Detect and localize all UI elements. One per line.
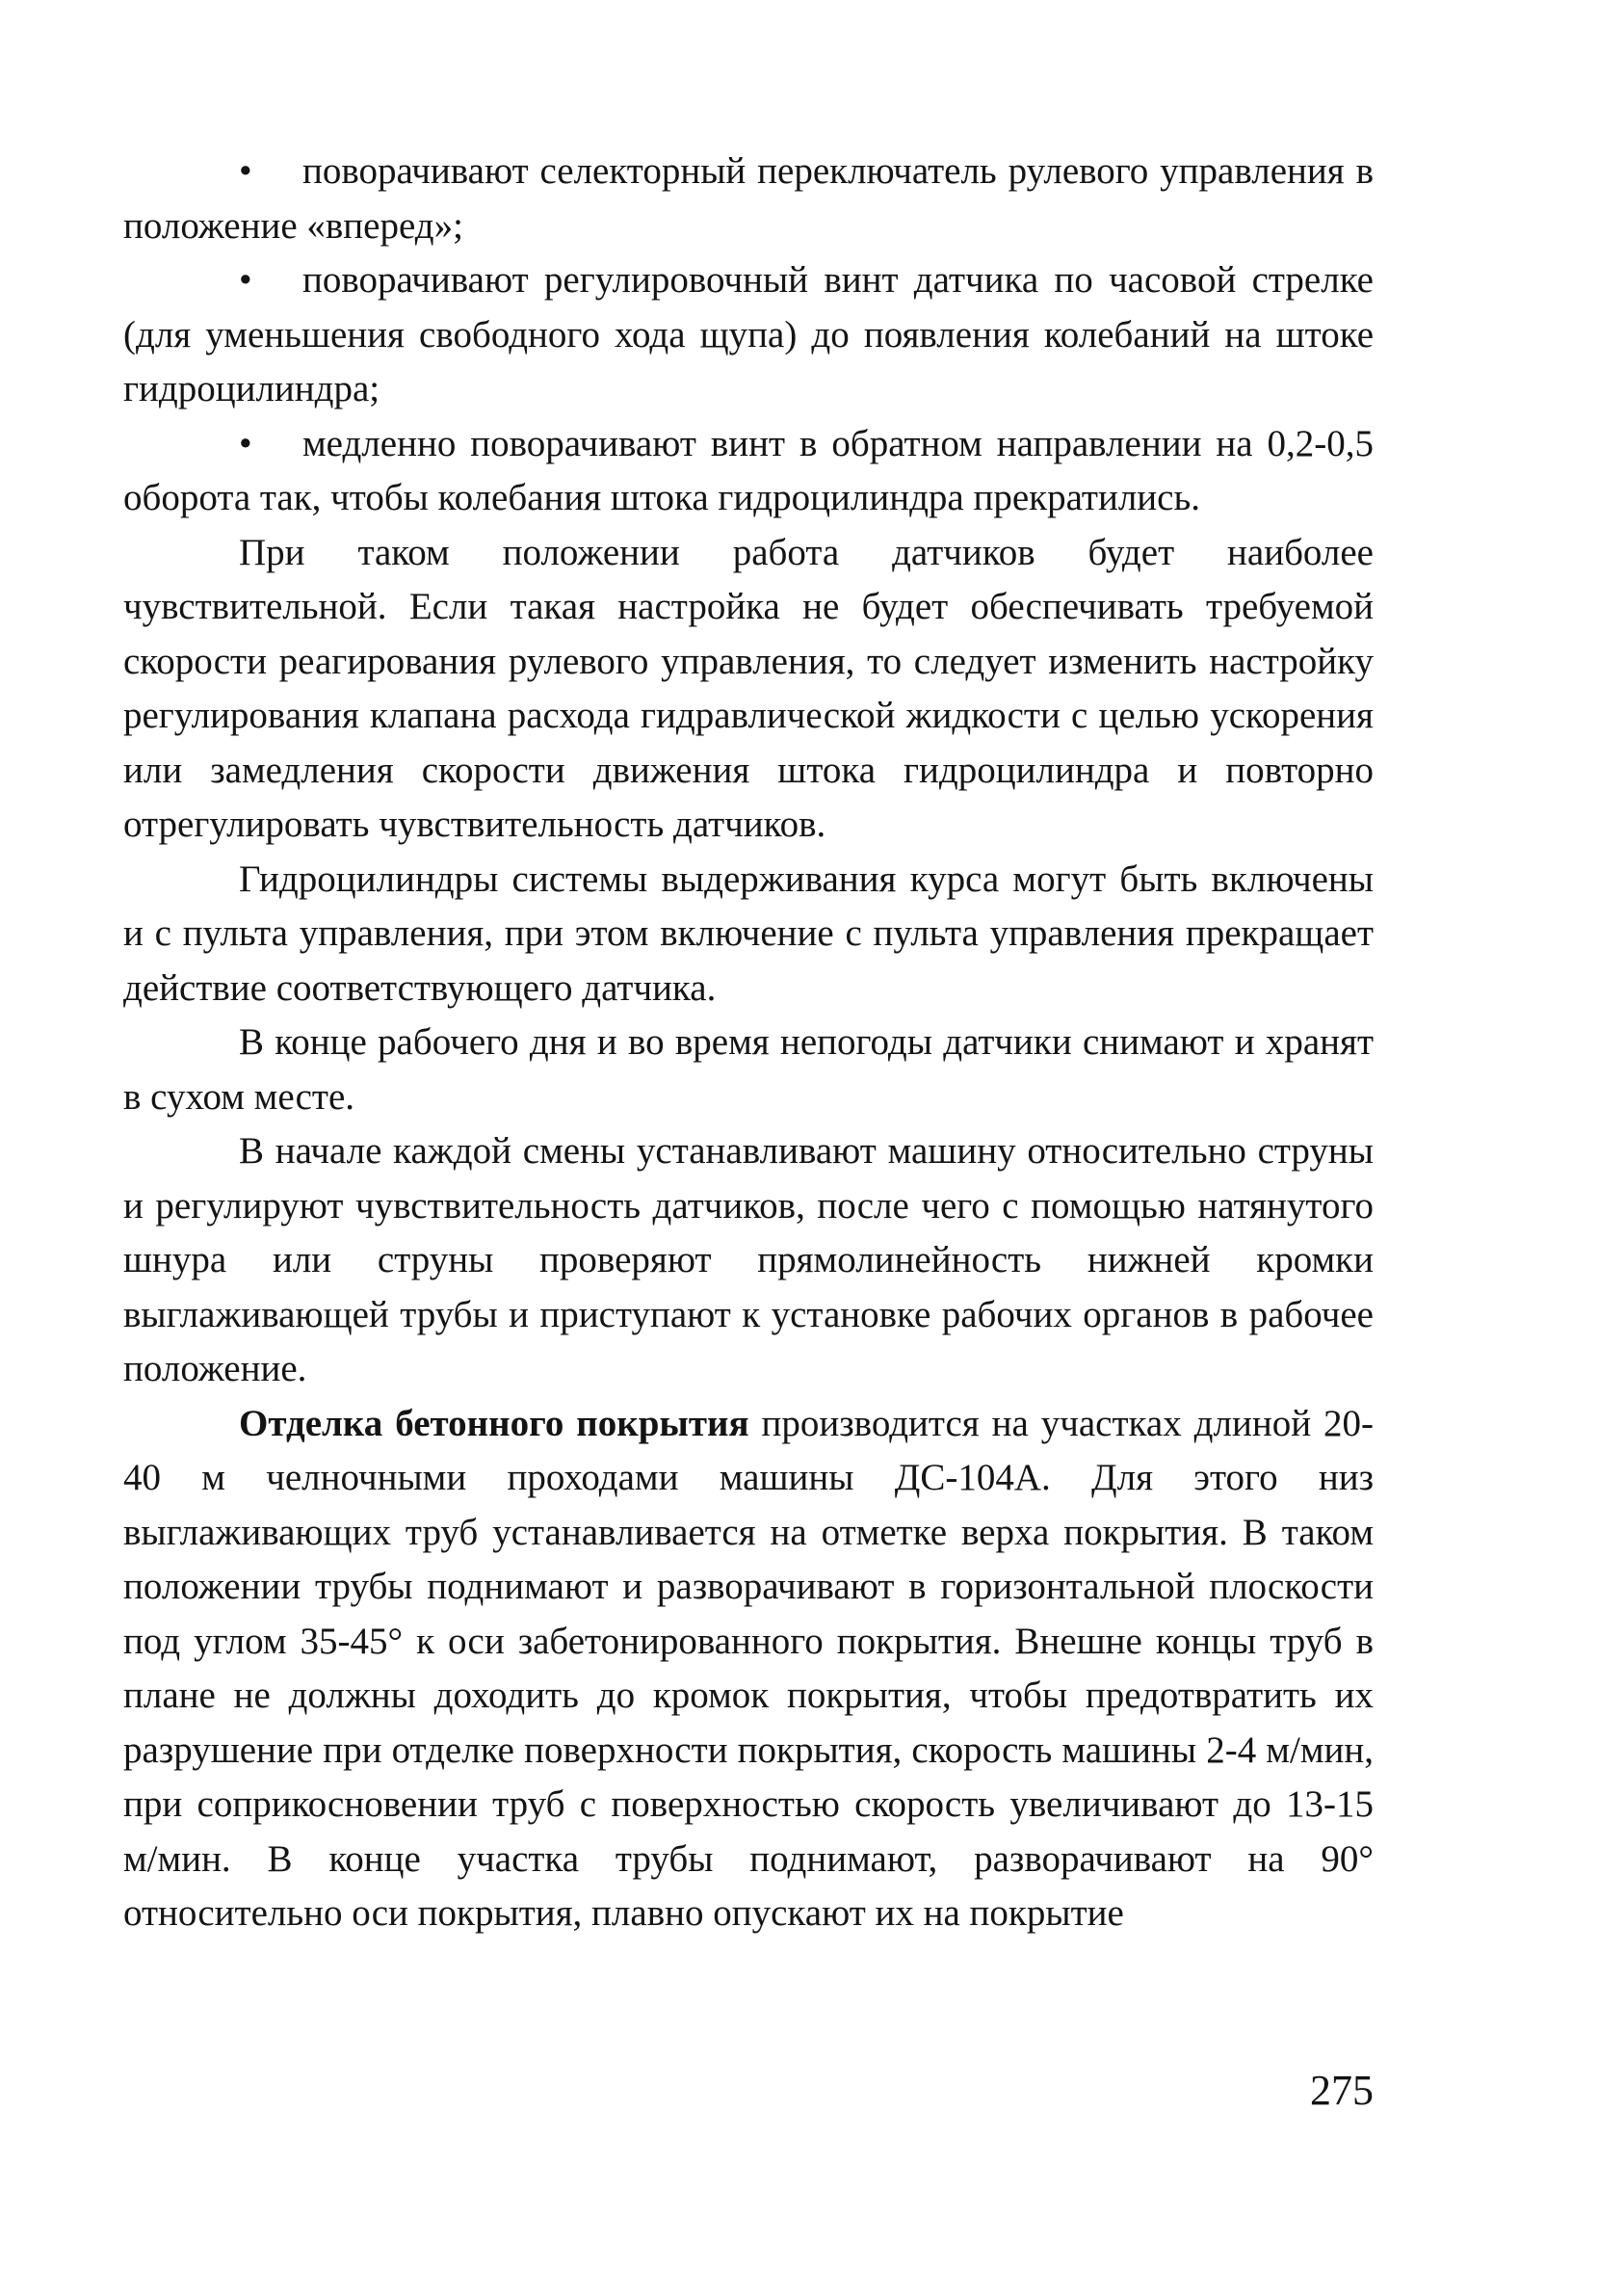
page-body	[123, 145, 1374, 1941]
bullet-text: поворачивают селекторный переключатель рулевого управления в положение «вперед»;	[123, 150, 1374, 247]
paragraph-concrete-finishing	[123, 1397, 1374, 1941]
bullet-marker: •	[239, 150, 252, 192]
bullet-marker: •	[239, 259, 252, 301]
bullet-text: медленно поворачивают винт в обратном направлении на 0,2-0,5 оборота так, чтобы колебания штока гидроцилиндра прекратились.	[123, 422, 1374, 518]
bullet-text: поворачивают регулировочный винт датчика по часовой стрелке (для уменьшения свободного хода щупа) до появления колебаний на штоке гидроцилиндра;	[123, 259, 1374, 409]
finishing-text: производится на участках длиной 20-40 м челночными проходами машины ДС-104А. Для этого низ выглаживающих труб устанавливается на отметке верха покрытия. В таком положении трубы поднимают и разворачивают в горизонтальной плоскости под углом 35-45° к оси забетонированного покрытия. Внешне концы труб в плане не должны доходить до кромок покрытия, чтобы предотвратить их разрушение при отделке поверхности покрытия, скорость машины 2-4 м/мин, при соприкосновении труб с поверхностью скорость увеличивают до 13-15 м/мин. В конце участка трубы поднимают, разворачивают на 90° относительно оси покрытия, плавно опускают их на покрытие	[123, 1402, 1374, 1934]
paragraph-shift-start: В начале каждой смены устанавливают машину относительно струны и регулируют чувствительность датчиков, после чего с помощью натянутого шнура или струны проверяют прямолинейность нижней кромки выглаживающей трубы и приступают к установке рабочих органов в рабочее положение.	[123, 1130, 1374, 1389]
bullet-item-1	[123, 145, 1374, 253]
bullet-item-2	[123, 253, 1374, 417]
text-column	[123, 145, 1374, 1941]
paragraph-end-of-day: В конце рабочего дня и во время непогоды датчики снимают и хранят в сухом месте.	[123, 1021, 1374, 1118]
bullet-item-3	[123, 417, 1374, 526]
finishing-bold-term: Отделка бетонного покрытия	[239, 1402, 749, 1444]
page-number: 275	[1310, 2067, 1374, 2114]
paragraph-sensor-sensitivity: При таком положении работа датчиков будет наиболее чувствительной. Если такая настройка не будет обеспечивать требуемой скорости реагирования рулевого управления, то следует изменить настройку регулирования клапана расхода гидравлической жидкости с целью ускорения или замедления скорости движения штока гидроцилиндра и повторно отрегулировать чувствительность датчиков.	[123, 531, 1374, 845]
paragraph-hydraulic-cylinders: Гидроцилиндры системы выдерживания курса могут быть включены и с пульта управления, при этом включение с пульта управления прекращает действие соответствующего датчика.	[123, 858, 1374, 1009]
bullet-marker: •	[239, 422, 252, 464]
